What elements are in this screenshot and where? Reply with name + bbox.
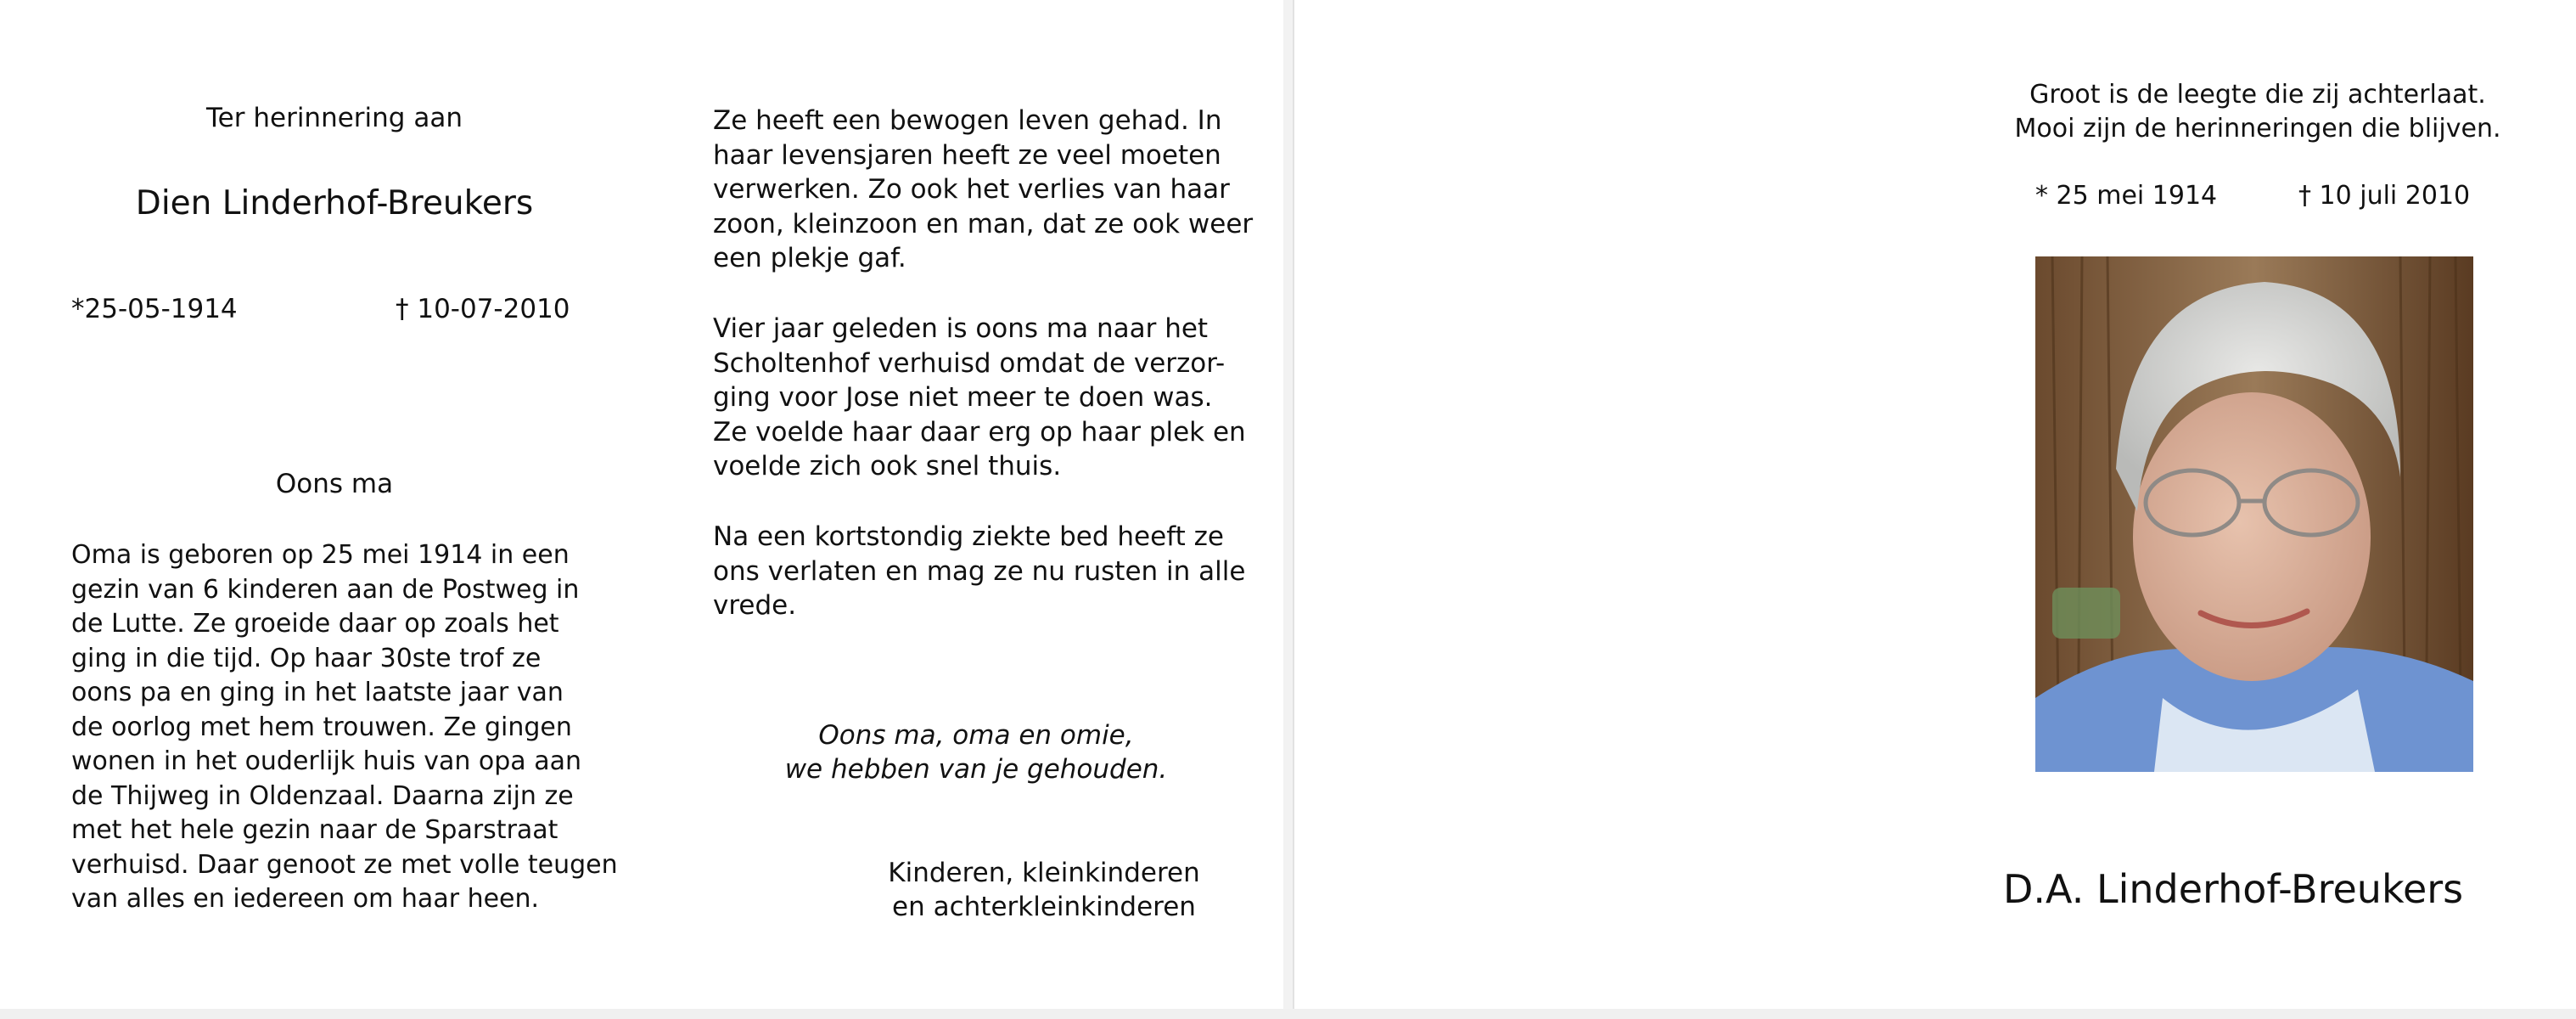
biography-line: gezin van 6 kinderen aan de Postweg in — [71, 574, 580, 605]
biography-line: verhuisd. Daar genoot ze met volle teugen — [71, 849, 618, 880]
signature — [883, 856, 1205, 924]
deceased-name: Dien Linderhof-Breukers — [135, 184, 534, 222]
passing-line: ons verlaten en mag ze nu rusten in alle — [713, 555, 1246, 587]
closing-line: we hebben van je gehouden. — [784, 754, 1168, 785]
signature-line: en achterkleinkinderen — [892, 892, 1196, 922]
care-home-line: Vier jaar geleden is oons ma naar het — [713, 313, 1209, 344]
biography-line: ging in die tijd. Op haar 30ste trof ze — [71, 643, 542, 673]
life-line: Ze heeft een bewogen leven gehad. In — [713, 105, 1222, 136]
front-death-date: † 10 juli 2010 — [2298, 181, 2471, 211]
care-home-line: ging voor Jose niet meer te doen was. — [713, 382, 1213, 413]
life-paragraph — [713, 104, 1253, 276]
front-birth-date: * 25 mei 1914 — [2035, 181, 2218, 211]
biography-line: Oma is geboren op 25 mei 1914 in een — [71, 540, 570, 570]
care-home-line: Ze voelde haar daar erg op haar plek en — [713, 416, 1246, 448]
passing-line: Na een kortstondig ziekte bed heeft ze — [713, 521, 1224, 552]
memorial-poem — [1969, 78, 2546, 146]
card-fold-gap — [1283, 0, 1294, 1019]
scan-bottom-edge — [0, 1009, 2576, 1019]
life-line: verwerken. Zo ook het verlies van haar — [713, 174, 1230, 205]
biography-text — [71, 538, 618, 917]
intro-text: Ter herinnering aan — [206, 103, 463, 133]
passing-line: vrede. — [713, 590, 797, 621]
signature-line: Kinderen, kleinkinderen — [888, 858, 1200, 888]
closing-verse — [730, 718, 1222, 786]
biography-line: wonen in het ouderlijk huis van opa aan — [71, 746, 581, 776]
biography-line: de oorlog met hem trouwen. Ze gingen — [71, 712, 572, 742]
passing-paragraph — [713, 520, 1245, 623]
poem-line: Groot is de leegte die zij achterlaat. — [2029, 80, 2486, 110]
portrait-photo — [2035, 256, 2473, 772]
life-line: een plekje gaf. — [713, 243, 906, 273]
care-home-line: voelde zich ook snel thuis. — [713, 451, 1062, 481]
death-date: † 10-07-2010 — [396, 294, 570, 324]
closing-line: Oons ma, oma en omie, — [818, 720, 1134, 751]
life-line: zoon, kleinzoon en man, dat ze ook weer — [713, 208, 1254, 239]
birth-date: *25-05-1914 — [71, 294, 238, 324]
biography-line: de Lutte. Ze groeide daar op zoals het — [71, 609, 559, 639]
life-line: haar levensjaren heeft ze veel moeten — [713, 139, 1221, 171]
biography-line: met het hele gezin naar de Sparstraat — [71, 815, 558, 845]
care-home-paragraph — [713, 312, 1246, 484]
care-home-line: Scholtenhof verhuisd omdat de verzor- — [713, 347, 1226, 379]
biography-line: oons pa en ging in het laatste jaar van — [71, 678, 564, 707]
biography-line: van alles en iedereen om haar heen. — [71, 884, 540, 914]
poem-line: Mooi zijn de herinneringen die blijven. — [2014, 114, 2501, 144]
biography-heading: Oons ma — [275, 469, 394, 499]
biography-line: de Thijweg in Oldenzaal. Daarna zijn ze — [71, 780, 574, 811]
front-name: D.A. Linderhof-Breukers — [2003, 866, 2464, 912]
